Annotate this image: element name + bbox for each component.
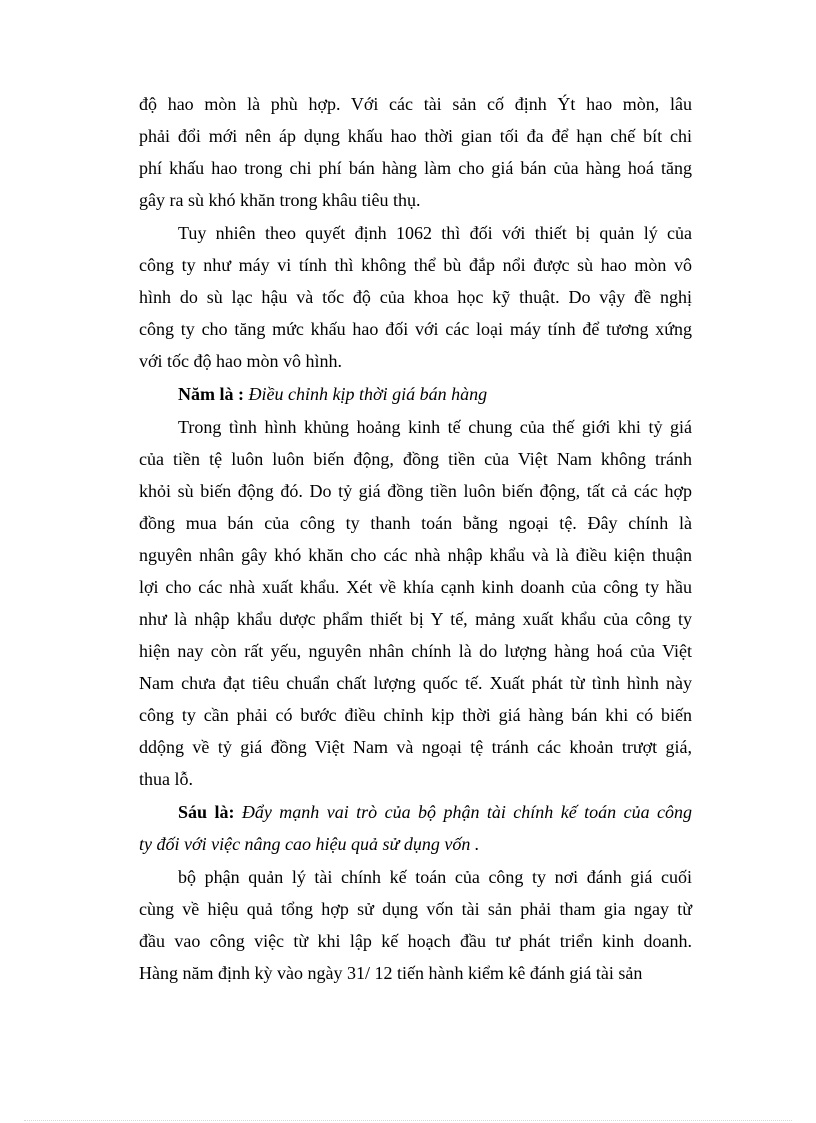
- page-bottom-rule: [24, 1120, 792, 1121]
- heading-topic: Đẩy mạnh vai trò của bộ phận tài chính kế toán của công: [241, 802, 692, 822]
- heading-topic-continued: ty đối với việc nâng cao hiệu quả sử dụng vốn .: [139, 834, 480, 854]
- text-line: đồng mua bán của công ty thanh toán bằng ngoại tệ. Đây chính là: [139, 513, 692, 533]
- paragraph-exchange-rate: [139, 411, 692, 795]
- document-page: [139, 88, 692, 989]
- text-line: hình do sù lạc hậu và tốc độ của khoa học kỹ thuật. Do vậy đề nghị: [139, 287, 692, 307]
- paragraph-depreciation: [139, 88, 692, 216]
- section-heading-six: [139, 796, 692, 860]
- text-line: công ty cần phải có bước điều chỉnh kịp thời giá hàng bán khi có biến: [139, 705, 692, 725]
- text-line: hiện nay còn rất yếu, nguyên nhân chính là do lượng hàng hoá của Việt: [139, 641, 692, 661]
- text-line: Hàng năm định kỳ vào ngày 31/ 12 tiến hành kiểm kê đánh giá tài sản: [139, 963, 643, 983]
- paragraph-decision-1062: [139, 217, 692, 377]
- text-line: [139, 378, 692, 410]
- text-line: phải đổi mới nên áp dụng khấu hao thời gian tối đa để hạn chế bít chi: [139, 126, 692, 146]
- text-line: nguyên nhân gây khó khăn cho các nhà nhập khẩu và là điều kiện thuận: [139, 545, 692, 565]
- text-line: phí khấu hao trong chi phí bán hàng làm cho giá bán của hàng hoá tăng: [139, 158, 692, 178]
- text-line: đầu vao công việc từ khi lập kế hoạch đầu tư phát triển kinh doanh.: [139, 931, 692, 951]
- text-line: công ty cho tăng mức khấu hao đối với các loại máy tính để tương xứng: [139, 319, 692, 339]
- text-line: khỏi sù biến động đó. Do tỷ giá đồng tiền luôn biến động, tất cả các hợp: [139, 481, 692, 501]
- section-heading-five: [139, 378, 692, 410]
- text-line: bộ phận quản lý tài chính kế toán của công ty nơi đánh giá cuối: [178, 867, 692, 887]
- heading-lead: Sáu là:: [178, 802, 235, 822]
- text-line: công ty như máy vi tính thì không thể bù đắp nổi được sù hao mòn vô: [139, 255, 692, 275]
- text-line: cùng về hiệu quả tổng hợp sử dụng vốn tài sản phải tham gia ngay từ: [139, 899, 692, 919]
- text-line: như là nhập khẩu dược phẩm thiết bị Y tế, mảng xuất khẩu của công ty: [139, 609, 692, 629]
- text-line: thua lỗ.: [139, 769, 193, 789]
- text-line: với tốc độ hao mòn vô hình.: [139, 351, 343, 371]
- paragraph-accounting-role: [139, 861, 692, 989]
- text-line: Tuy nhiên theo quyết định 1062 thì đối với thiết bị quản lý của: [178, 223, 692, 243]
- text-line: [139, 796, 692, 828]
- text-line: lợi cho các nhà xuất khẩu. Xét về khía cạnh kinh doanh của công ty hầu: [139, 577, 692, 597]
- text-line: gây ra sù khó khăn trong khâu tiêu thụ.: [139, 190, 421, 210]
- text-line: ddộng về tỷ giá đồng Việt Nam và ngoại tệ tránh các khoản trượt giá,: [139, 737, 692, 757]
- text-line: Trong tình hình khủng hoảng kinh tế chung của thế giới khi tỷ giá: [178, 417, 692, 437]
- text-line: Nam chưa đạt tiêu chuẩn chất lượng quốc tế. Xuất phát từ tình hình này: [139, 673, 692, 693]
- text-line: [139, 828, 692, 860]
- heading-topic: Điều chỉnh kịp thời giá bán hàng: [248, 384, 488, 404]
- text-line: của tiền tệ luôn luôn biến động, đồng tiền của Việt Nam không tránh: [139, 449, 692, 469]
- text-line: độ hao mòn là phù hợp. Với các tài sản cố định Ýt hao mòn, lâu: [139, 94, 692, 114]
- heading-lead: Năm là :: [178, 384, 244, 404]
